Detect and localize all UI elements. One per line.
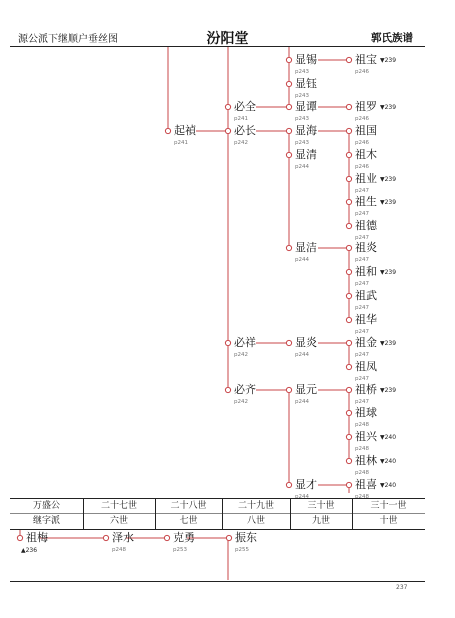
page-ref: p248 bbox=[355, 494, 369, 500]
node-dot bbox=[286, 340, 291, 345]
person-name: 泽水 bbox=[112, 531, 134, 544]
node-dot bbox=[165, 128, 170, 133]
cross-ref: ▼239 bbox=[380, 269, 397, 276]
table-cell: 二十九世 bbox=[237, 501, 274, 511]
page-ref: p242 bbox=[234, 352, 248, 358]
table-cell: 九世 bbox=[311, 516, 330, 526]
person-name: 祖和 bbox=[355, 265, 377, 278]
person-name: 祖木 bbox=[355, 148, 377, 161]
person-name: 祖喜 bbox=[355, 478, 377, 491]
page-ref: p247 bbox=[355, 281, 369, 287]
page-ref: p248 bbox=[355, 470, 369, 476]
page-ref: p247 bbox=[355, 329, 369, 335]
person-name: 祖生 bbox=[355, 195, 377, 208]
node-dot bbox=[346, 104, 351, 109]
node-dot bbox=[286, 152, 291, 157]
page-ref: p247 bbox=[355, 211, 369, 217]
page-ref: p247 bbox=[355, 399, 369, 405]
person-name: 振东 bbox=[235, 531, 257, 544]
person-name: 祖凤 bbox=[355, 360, 377, 373]
node-dot bbox=[346, 434, 351, 439]
table-cell: 三十一世 bbox=[370, 501, 407, 511]
node-dot bbox=[286, 81, 291, 86]
person-name: 必祥 bbox=[234, 336, 256, 349]
node-dot bbox=[225, 387, 230, 392]
page-ref: p247 bbox=[355, 376, 369, 382]
person-name: 显炎 bbox=[295, 336, 317, 349]
page-ref: p246 bbox=[355, 69, 369, 75]
cross-ref: ▼240 bbox=[380, 482, 397, 489]
page-ref: p243 bbox=[295, 93, 309, 99]
page-ref: p248 bbox=[355, 422, 369, 428]
page-ref: p243 bbox=[295, 69, 309, 75]
table-cell: 三十世 bbox=[307, 501, 335, 511]
person-name: 祖宝 bbox=[355, 53, 377, 66]
person-name: 必齐 bbox=[234, 383, 256, 396]
node-dot bbox=[346, 458, 351, 463]
node-dot bbox=[286, 387, 291, 392]
cross-ref: ▼240 bbox=[380, 434, 397, 441]
page-ref: p241 bbox=[234, 116, 248, 122]
person-name: 祖业 bbox=[355, 172, 377, 185]
node-dot bbox=[286, 128, 291, 133]
page-ref: p247 bbox=[355, 305, 369, 311]
page-ref: p243 bbox=[295, 116, 309, 122]
page-ref: p247 bbox=[355, 235, 369, 241]
table-divider bbox=[155, 498, 156, 529]
person-name: 显元 bbox=[295, 383, 317, 396]
person-name: 克勇 bbox=[173, 531, 195, 544]
node-dot bbox=[346, 176, 351, 181]
footer-rule bbox=[10, 581, 425, 582]
person-name: 祖桥 bbox=[355, 383, 377, 396]
page-ref: p244 bbox=[295, 352, 309, 358]
header-right: 郭氏族谱 bbox=[371, 32, 413, 44]
person-name: 祖德 bbox=[355, 219, 377, 232]
person-name: 显海 bbox=[295, 124, 317, 137]
table-cell: 万盛公 bbox=[32, 501, 60, 511]
page-ref: p242 bbox=[234, 399, 248, 405]
node-dot bbox=[346, 245, 351, 250]
node-dot bbox=[346, 128, 351, 133]
person-name: 显钰 bbox=[295, 77, 317, 90]
table-divider bbox=[352, 498, 353, 529]
node-dot bbox=[346, 57, 351, 62]
node-dot bbox=[346, 152, 351, 157]
node-dot bbox=[346, 223, 351, 228]
cross-ref: ▼239 bbox=[380, 387, 397, 394]
header-left: 源公派下继顺户垂丝图 bbox=[18, 34, 118, 45]
cross-ref: ▼240 bbox=[380, 458, 397, 465]
node-dot bbox=[164, 535, 169, 540]
person-name: 祖梅 bbox=[26, 531, 48, 544]
table-cell: 二十八世 bbox=[170, 501, 207, 511]
node-dot bbox=[286, 482, 291, 487]
page-ref: p246 bbox=[355, 164, 369, 170]
person-name: 祖罗 bbox=[355, 100, 377, 113]
person-name: 显清 bbox=[295, 148, 317, 161]
table-bottom-rule bbox=[10, 529, 425, 530]
table-cell: 七世 bbox=[179, 516, 198, 526]
page-ref: p255 bbox=[235, 547, 249, 553]
node-dot bbox=[346, 482, 351, 487]
cross-ref: ▼239 bbox=[380, 104, 397, 111]
person-name: 起禎 bbox=[174, 124, 196, 137]
node-dot bbox=[103, 535, 108, 540]
node-dot bbox=[17, 535, 22, 540]
header-title: 汾阳堂 bbox=[206, 31, 249, 47]
table-cell: 八世 bbox=[246, 516, 265, 526]
node-dot bbox=[286, 57, 291, 62]
table-cell: 继字派 bbox=[32, 516, 60, 526]
table-divider bbox=[290, 498, 291, 529]
page-ref: p244 bbox=[295, 399, 309, 405]
person-name: 祖华 bbox=[355, 313, 377, 326]
table-divider bbox=[83, 498, 84, 529]
table-cell: 二十七世 bbox=[100, 501, 137, 511]
table-cell: 六世 bbox=[109, 516, 128, 526]
person-name: 祖兴 bbox=[355, 430, 377, 443]
table-cell: 十世 bbox=[379, 516, 398, 526]
page-ref: p253 bbox=[173, 547, 187, 553]
page-ref: p244 bbox=[295, 164, 309, 170]
node-dot bbox=[225, 340, 230, 345]
node-dot bbox=[225, 128, 230, 133]
node-dot bbox=[346, 387, 351, 392]
cross-ref: ▼239 bbox=[380, 176, 397, 183]
person-name: 显洁 bbox=[295, 241, 317, 254]
page-number: 237 bbox=[396, 584, 408, 591]
person-name: 显锡 bbox=[295, 53, 317, 66]
person-name: 显谭 bbox=[295, 100, 317, 113]
page-ref: p247 bbox=[355, 188, 369, 194]
node-dot bbox=[226, 535, 231, 540]
page-ref: p244 bbox=[295, 257, 309, 263]
page-ref: p248 bbox=[355, 446, 369, 452]
node-dot bbox=[346, 340, 351, 345]
node-dot bbox=[346, 364, 351, 369]
page-ref: p248 bbox=[112, 547, 126, 553]
cross-ref: ▼239 bbox=[380, 340, 397, 347]
table-divider bbox=[222, 498, 223, 529]
person-name: 祖金 bbox=[355, 336, 377, 349]
person-name: 祖球 bbox=[355, 406, 377, 419]
node-dot bbox=[346, 199, 351, 204]
page-ref: p241 bbox=[174, 140, 188, 146]
person-name: 祖林 bbox=[355, 454, 377, 467]
cross-ref: ▼239 bbox=[380, 199, 397, 206]
person-name: 必全 bbox=[234, 100, 256, 113]
person-name: 祖武 bbox=[355, 289, 377, 302]
page-ref: p246 bbox=[355, 116, 369, 122]
node-dot bbox=[286, 104, 291, 109]
page-ref: p244 bbox=[295, 494, 309, 500]
node-dot bbox=[346, 293, 351, 298]
person-name: 祖炎 bbox=[355, 241, 377, 254]
person-name: 祖国 bbox=[355, 124, 377, 137]
node-dot bbox=[286, 245, 291, 250]
node-dot bbox=[346, 410, 351, 415]
person-name: 必长 bbox=[234, 124, 256, 137]
page-ref: p247 bbox=[355, 257, 369, 263]
node-dot bbox=[346, 269, 351, 274]
node-dot bbox=[346, 317, 351, 322]
page-ref: p242 bbox=[234, 140, 248, 146]
cross-ref: ▲236 bbox=[21, 547, 38, 554]
person-name: 显才 bbox=[295, 478, 317, 491]
cross-ref: ▼239 bbox=[380, 57, 397, 64]
page-ref: p243 bbox=[295, 140, 309, 146]
page-ref: p247 bbox=[355, 352, 369, 358]
page-ref: p246 bbox=[355, 140, 369, 146]
node-dot bbox=[225, 104, 230, 109]
